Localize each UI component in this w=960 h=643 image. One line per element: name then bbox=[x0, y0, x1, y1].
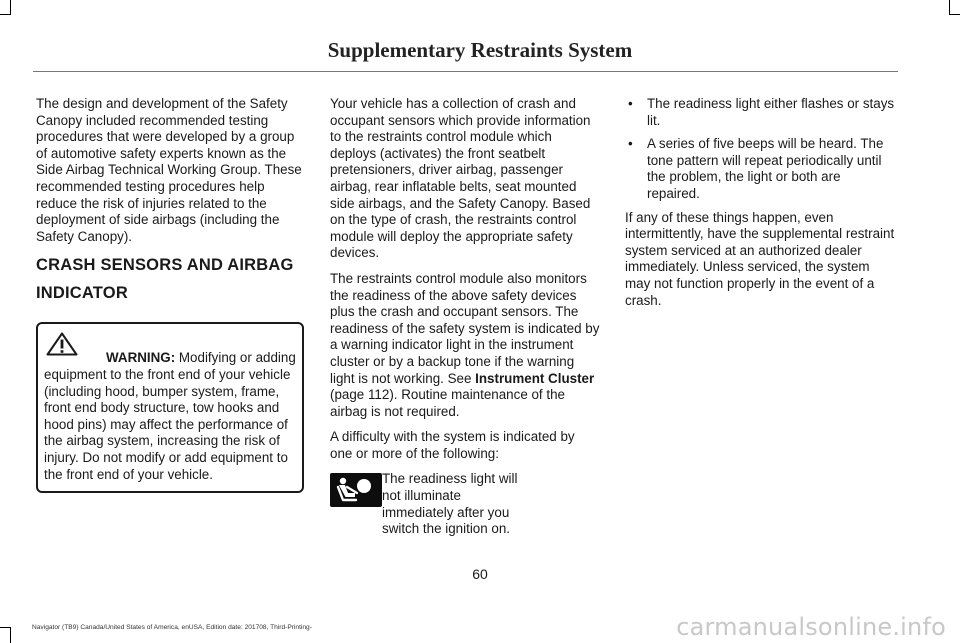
intro-paragraph: The design and development of the Safety Canopy included recommended testing procedures that were developed by a group of automotive safety experts known as the Side Airbag Technical Working Group. These recommended testing procedures help reduce the risk of injuries related to the deployment of side airbags (including the Safety Canopy). bbox=[36, 96, 302, 244]
header-divider bbox=[33, 71, 898, 72]
crop-mark bbox=[949, 0, 950, 14]
monitor-text: The restraints control module also monitors the readiness of the above safety devices plus the crash and occupant sensors. The readiness of the safety system is indicated by a warning indicator light in the instrument cluster or by a backup tone if the warning light is not working. See bbox=[330, 270, 600, 386]
warning-box bbox=[36, 322, 304, 493]
warning-text bbox=[44, 350, 296, 483]
column-right bbox=[625, 96, 897, 318]
crop-mark bbox=[949, 14, 960, 15]
crop-mark bbox=[0, 14, 11, 15]
section-heading-line2: INDICATOR bbox=[36, 284, 128, 303]
indicator-row bbox=[330, 471, 600, 546]
edition-footer: Navigator (TB9) Canada/United States of America, enUSA, Edition date: 201708, Third-Printing- bbox=[32, 624, 312, 631]
list-item: • A series of five beeps will be heard. The tone pattern will repeat periodically until the problem, the light or both are repaired. bbox=[625, 136, 897, 202]
airbag-warning-indicator-icon bbox=[330, 473, 382, 507]
monitor-text-end: (page 112). Routine maintenance of the airbag is not required. bbox=[330, 387, 565, 419]
symptom-list bbox=[625, 96, 897, 203]
crop-mark bbox=[0, 627, 11, 628]
column-middle bbox=[330, 96, 600, 547]
indicator-text: The readiness light will not illuminate immediately after you switch the ignition on. bbox=[382, 471, 518, 537]
service-paragraph: If any of these things happen, even intermittently, have the supplemental restraint system serviced at an authorized dealer immediately. Unless serviced, the system may not function properly in the event of a crash. bbox=[625, 209, 895, 308]
monitor-paragraph bbox=[330, 271, 600, 420]
section-heading bbox=[36, 254, 304, 304]
instrument-cluster-link[interactable]: Instrument Cluster bbox=[475, 370, 595, 386]
sensors-paragraph: Your vehicle has a collection of crash and occupant sensors which provide information to the restraints control module which deploys (activates) the front seatbelt pretensioners, driver airbag, passenger airbag, rear inflatable belts, seat mounted side airbags, and the Safety Canopy. Based on the type of crash, the restraints control module will deploy the appropriate safety devices. bbox=[330, 96, 591, 261]
list-item: • The readiness light either flashes or stays lit. bbox=[625, 96, 897, 129]
crop-mark bbox=[10, 0, 11, 14]
difficulty-paragraph: A difficulty with the system is indicated by one or more of the following: bbox=[330, 429, 575, 461]
column-left bbox=[36, 96, 304, 493]
page-number: 60 bbox=[472, 566, 488, 582]
watermark: carmanualsonline.info bbox=[676, 613, 946, 641]
page-title: Supplementary Restraints System bbox=[327, 38, 633, 62]
warning-body: Modifying or adding equipment to the front end of your vehicle (including hood, bumper system, frame, front end body structure, tow hooks and hood pins) may affect the performance of the airbag system, increasing the risk of injury. Do not modify or add equipment to the front end of your vehicle. bbox=[44, 350, 296, 482]
warning-triangle-icon bbox=[46, 332, 78, 361]
crop-mark bbox=[10, 627, 11, 643]
warning-label: WARNING: bbox=[106, 350, 176, 366]
section-heading-line1: CRASH SENSORS AND AIRBAG bbox=[36, 256, 294, 275]
